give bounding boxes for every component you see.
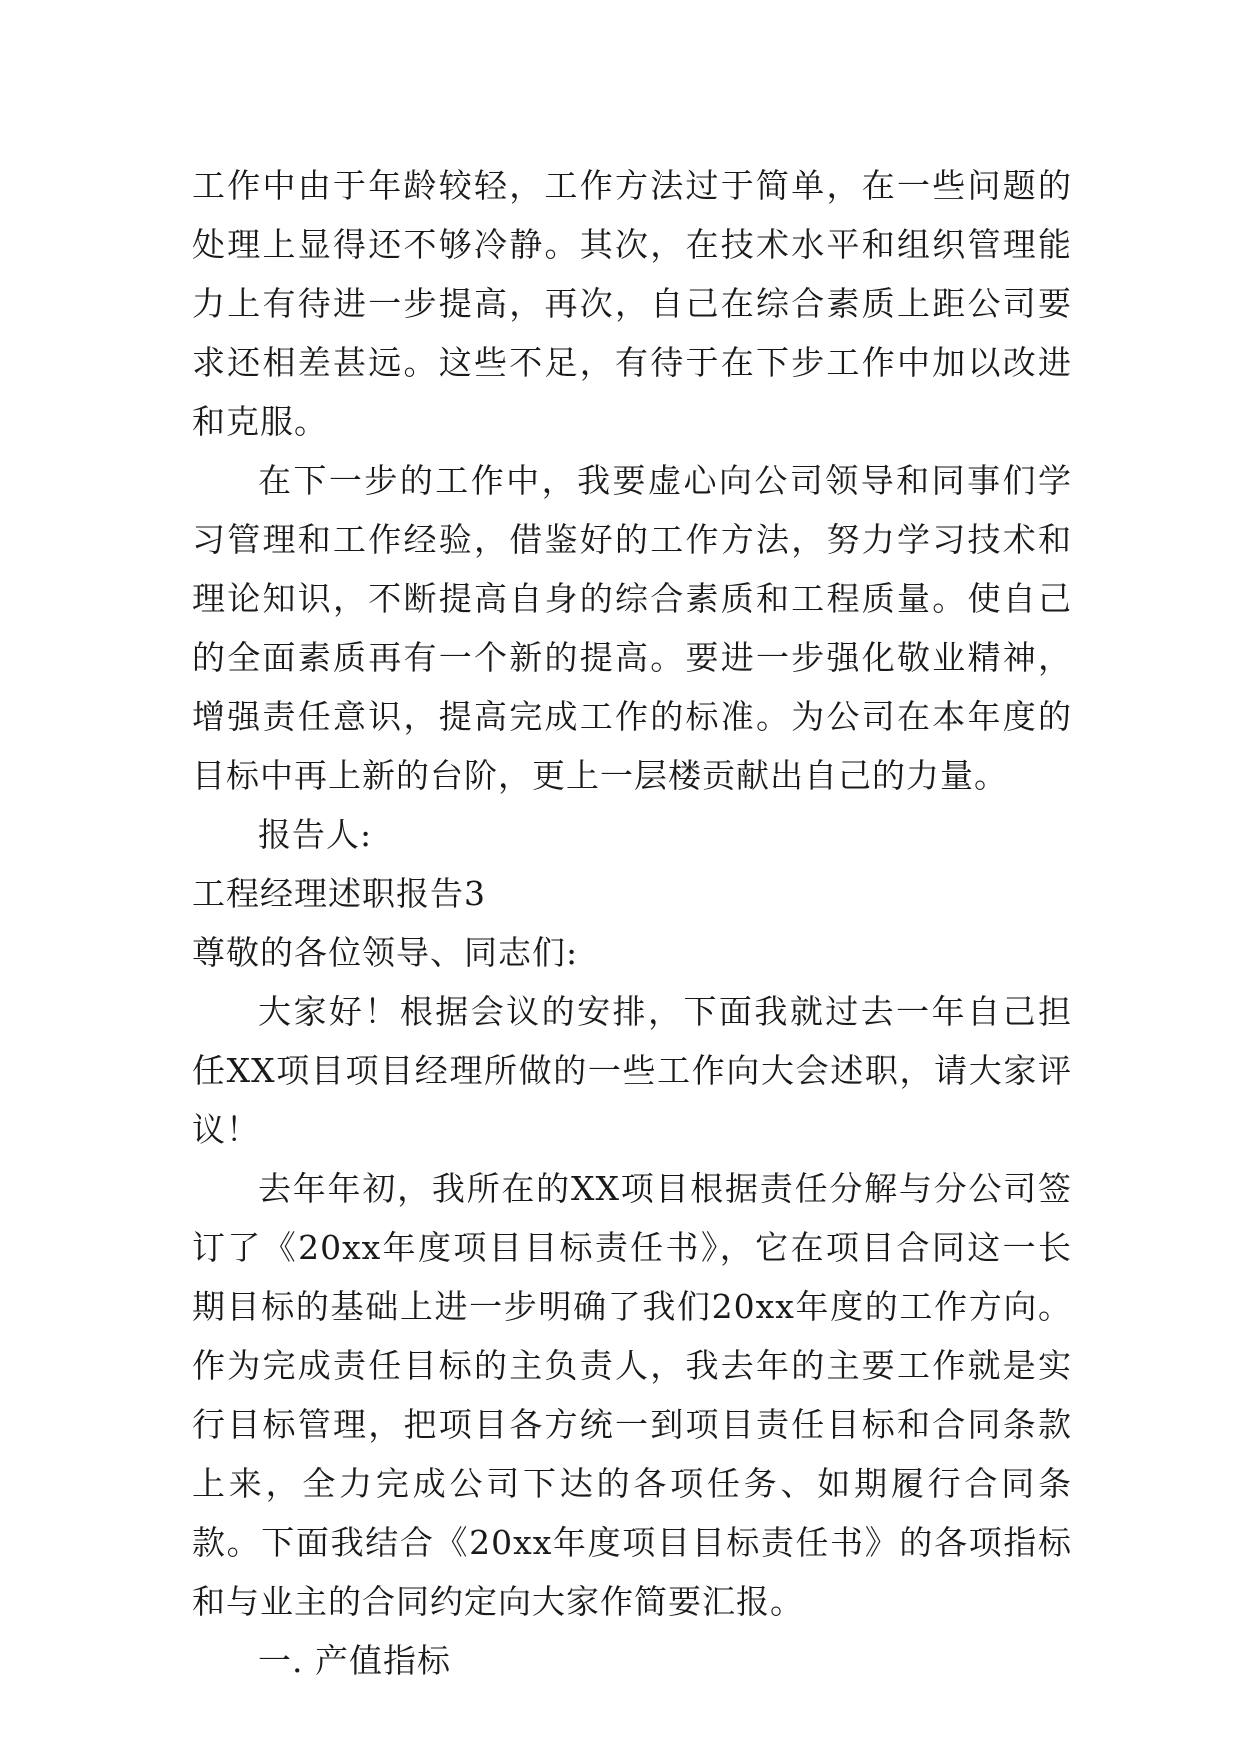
paragraph-target-responsibility: 去年年初，我所在的XX项目根据责任分解与分公司签订了《20xx年度项目目标责任书》，它在项目合同这一长期目标的基础上进一步明确了我们20xx年度的工作方向。作为完成责任目标的主负责人，我去年的主要工作就是实行目标管理，把项目各方统一到项目责任目标和合同条款上来，全力完成公司下达的各项任务、如期履行合同条款。下面我结合《20xx年度项目目标责任书》的各项指标和与业主的合同约定向大家作简要汇报。 <box>192 1169 1072 1621</box>
salutation: 尊敬的各位领导、同志们: <box>192 933 579 972</box>
section-title: 工程经理述职报告3 <box>192 874 486 913</box>
document-body <box>192 156 1072 1690</box>
reporter-line: 报告人: <box>258 815 373 854</box>
paragraph-greeting: 大家好！根据会议的安排，下面我就过去一年自己担任XX项目项目经理所做的一些工作向大会述职，请大家评议！ <box>192 992 1072 1149</box>
paragraph-next-steps: 在下一步的工作中，我要虚心向公司领导和同事们学习管理和工作经验，借鉴好的工作方法，努力学习技术和理论知识，不断提高自身的综合素质和工程质量。使自己的全面素质再有一个新的提高。要进一步强化敬业精神，增强责任意识，提高完成工作的标准。为公司在本年度的目标中再上新的台阶，更上一层楼贡献出自己的力量。 <box>192 461 1072 795</box>
paragraph-shortcomings: 工作中由于年龄较轻，工作方法过于简单，在一些问题的处理上显得还不够冷静。其次，在技术水平和组织管理能力上有待进一步提高，再次，自己在综合素质上距公司要求还相差甚远。这些不足，有待于在下步工作中加以改进和克服。 <box>192 166 1072 441</box>
subheading-output-indicator: 一. 产值指标 <box>258 1641 451 1680</box>
